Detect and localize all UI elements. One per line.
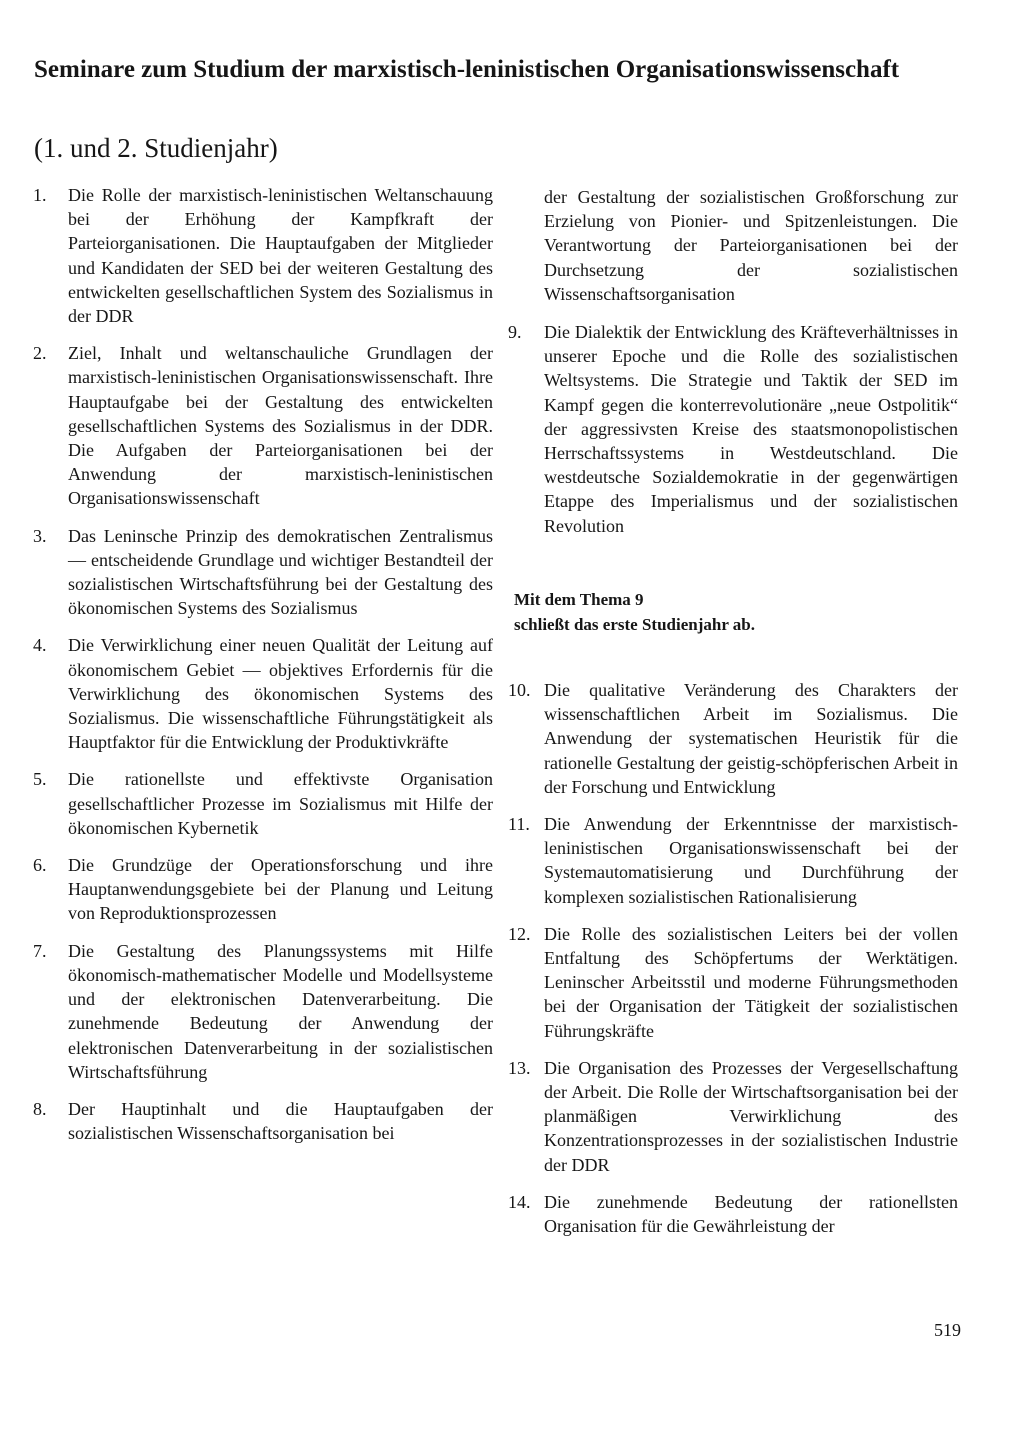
item-text: Die Rolle der marxistisch-leninistischen Weltanschauung bei der Erhöhung der Kampfkraft der Parteiorganisationen. Die Hauptaufgaben der Mitglieder und Kandidaten der SED bei der weiteren Gestaltung des entwickelten gesellschaftlichen System des Sozialismus in der DDR xyxy=(68,185,493,327)
list-item xyxy=(33,853,493,926)
item-number: 1. xyxy=(33,185,47,205)
note-line-2: schließt das erste Studienjahr ab. xyxy=(514,615,756,634)
item-text: Die Verwirklichung einer neuen Qualität der Leitung auf ökonomischem Gebiet — objektives Erfordernis für die Verwirklichung des ökonomischen Systems des Sozialismus. Die wissenschaftliche Führungstätigkeit als Hauptfaktor für die Entwicklung der Produktivkräfte xyxy=(68,635,493,753)
item-number: 10. xyxy=(508,680,531,700)
item-number: 13. xyxy=(508,1057,531,1078)
item-number: 5. xyxy=(33,769,47,790)
item-text: Die Rolle des sozialistischen Leiters bei der vollen Entfaltung des Schöpfertums der Werktätigen. Leninscher Arbeitsstil und moderne Führungsmethoden bei der Organisation der Tätigkeit der sozialistischen Führungskräfte xyxy=(544,923,958,1041)
year-end-note xyxy=(514,587,934,637)
item-text: Ziel, Inhalt und weltanschauliche Grundlagen der marxistisch-leninistischen Organisationswissenschaft. Ihre Hauptaufgabe bei der Gestaltung des entwickelten gesellschaftlichen Systems des Sozialismus in der DDR. Die Aufgaben der Parteiorganisationen bei der Anwendung der marxistisch-leninistischen Organisationswissenschaft xyxy=(68,343,493,509)
item-text: der Gestaltung der sozialistischen Großforschung zur Erzielung von Pionier- und Spitzenleistungen. Die Verantwortung der Parteiorganisationen bei der Durchsetzung der sozialistischen Wissenschaftsorganisation xyxy=(544,187,958,304)
list-item xyxy=(33,1097,493,1145)
item-text: Die Anwendung der Erkenntnisse der marxistisch-leninistischen Organisationswissenschaft bei der Systemautomatisierung und Durchführung der komplexen sozialistischen Rationalisierung xyxy=(544,814,958,907)
item-text: Die Grundzüge der Operationsforschung und ihre Hauptanwendungsgebiete bei der Planung und Leitung von Reproduktionsprozessen xyxy=(68,855,493,924)
item-text: Die zunehmende Bedeutung der rationellsten Organisation für die Gewährleistung der xyxy=(544,1191,958,1237)
list-item xyxy=(33,633,493,754)
list-item xyxy=(33,183,493,328)
list-item xyxy=(33,767,493,840)
item-number: 12. xyxy=(508,923,531,944)
item-number: 11. xyxy=(508,814,530,835)
topic-list-left-column xyxy=(33,183,493,1158)
list-item xyxy=(508,1190,958,1238)
item-number: 2. xyxy=(33,343,47,364)
item-number: 7. xyxy=(33,940,47,961)
item-number: 14. xyxy=(508,1191,531,1212)
item-text: Die Organisation des Prozesses der Vergesellschaftung der Arbeit. Die Rolle der Wirtschaftsorganisation bei der planmäßigen Verwirklichung des Konzentrationsprozesses in der sozialistischen Industrie der DDR xyxy=(544,1057,958,1175)
item-text: Die Dialektik der Entwicklung des Kräfteverhältnisses in unserer Epoche und die Rolle des sozialistischen Weltsystems. Die Strategie und Taktik der SED im Kampf gegen die konterrevolutionäre „neue Ostpolitik“ der aggressivsten Kreise des staatsmonopolistischen Herrschaftssystems in Westdeutschland. Die westdeutsche Sozialdemokratie in der gegenwärtigen Etappe des Imperialismus und der sozialistischen Revolution xyxy=(544,322,958,536)
list-item xyxy=(508,922,958,1043)
item-text: Die Gestaltung des Planungssystems mit Hilfe ökonomisch-mathematischer Modelle und Modellsysteme und der elektronischen Datenverarbeitung. Die zunehmende Bedeutung der Anwendung der elektronischen Datenverarbeitung in der sozialistischen Wirtschaftsführung xyxy=(68,940,493,1082)
item-number: 9. xyxy=(508,322,522,343)
list-item xyxy=(508,320,958,538)
item-number: 8. xyxy=(33,1098,47,1119)
list-item xyxy=(33,341,493,510)
item-text: Die qualitative Veränderung des Charakters der wissenschaftlichen Arbeit im Sozialismus. Die Anwendung der systematischen Heuristik für die rationelle Gestaltung der geistig-schöpferischen Arbeit in der Forschung und Entwicklung xyxy=(544,680,958,797)
item-number: 3. xyxy=(33,525,47,546)
item-text: Das Leninsche Prinzip des demokratischen Zentralismus — entscheidende Grundlage und wichtiger Bestandteil der sozialistischen Wirtschaftsführung bei der Gestaltung des ökonomischen Systems des Sozialismus xyxy=(68,525,493,619)
item-number: 4. xyxy=(33,635,47,656)
list-item xyxy=(33,939,493,1084)
page-title: Seminare zum Studium der marxistisch-leninistischen Organisationswissenschaft xyxy=(34,56,900,83)
item-number: 6. xyxy=(33,855,47,876)
page-subtitle: (1. und 2. Studienjahr) xyxy=(34,133,278,163)
list-item xyxy=(508,1056,958,1177)
list-item xyxy=(508,812,958,909)
item-text: Die rationellste und effektivste Organisation gesellschaftlicher Prozesse im Sozialismus mit Hilfe der ökonomischen Kybernetik xyxy=(68,769,493,838)
list-item-continuation xyxy=(508,185,958,306)
page-number: 519 xyxy=(934,1320,961,1340)
topic-list-right-column xyxy=(508,185,958,551)
item-text: Der Hauptinhalt und die Hauptaufgaben der sozialistischen Wissenschaftsorganisation bei xyxy=(68,1098,493,1144)
list-item xyxy=(33,524,493,621)
list-item xyxy=(508,678,958,799)
topic-list-right-column-second-year xyxy=(508,678,958,1251)
note-line-1: Mit dem Thema 9 xyxy=(514,590,644,609)
